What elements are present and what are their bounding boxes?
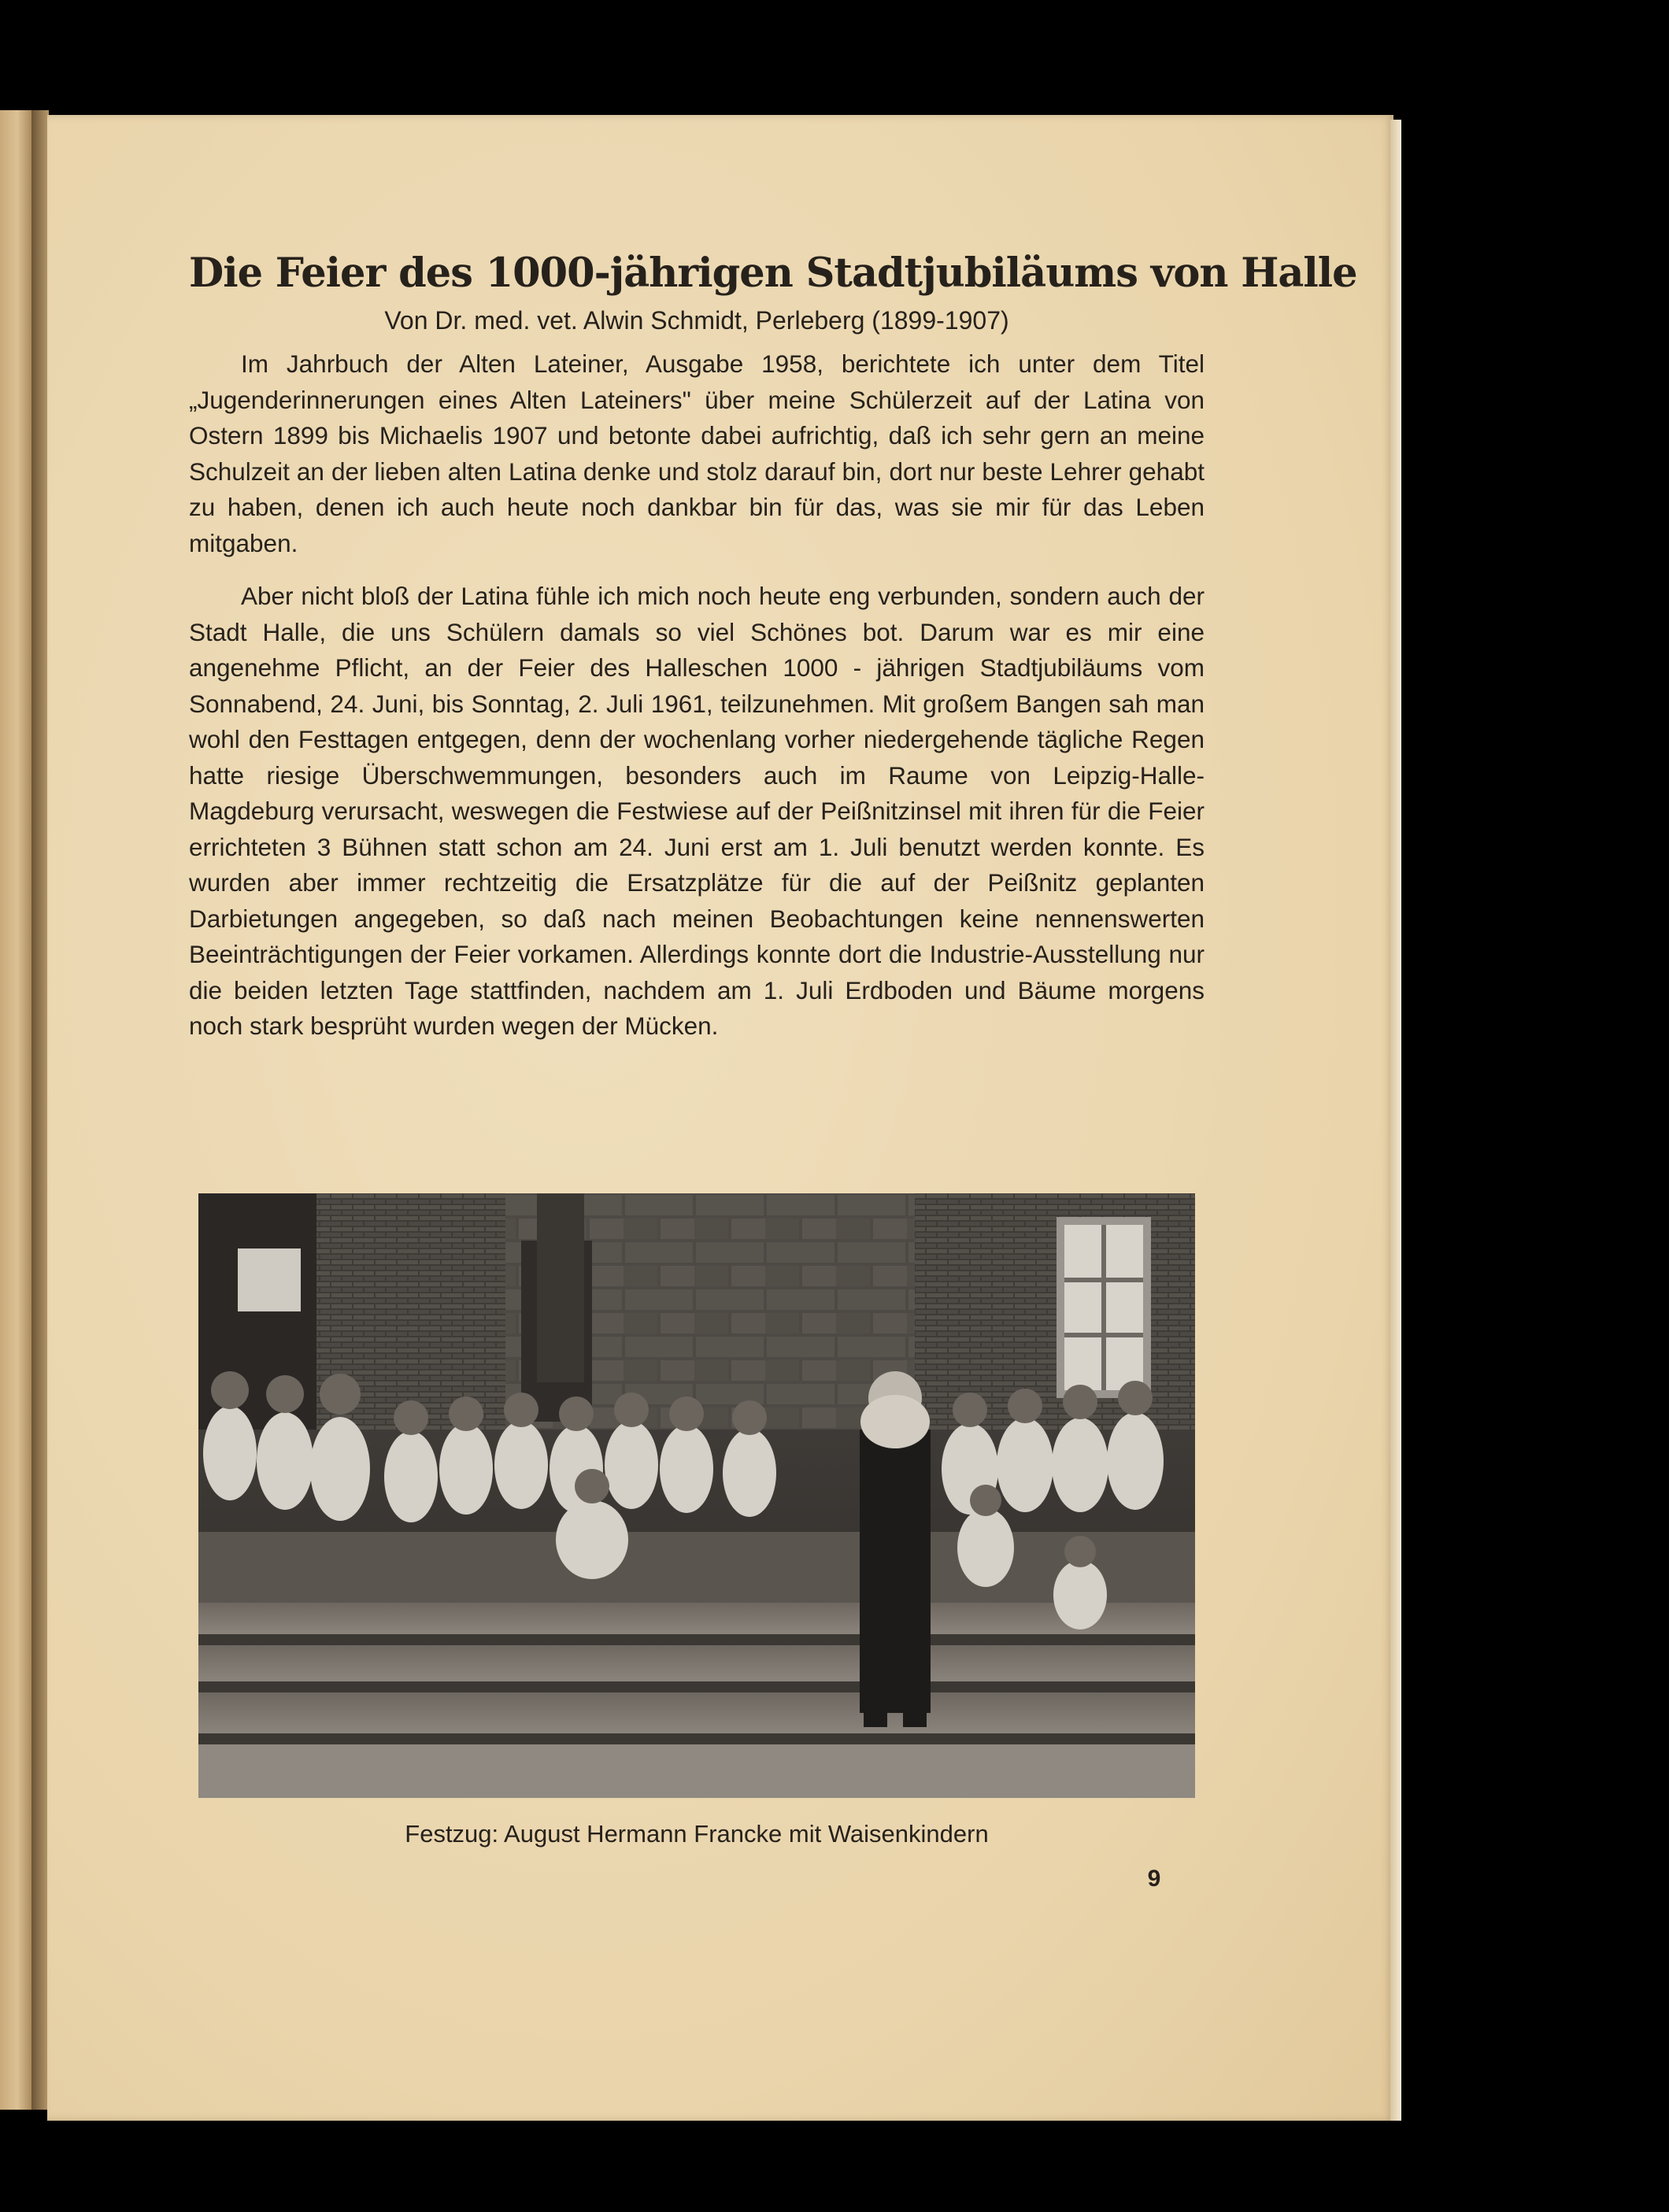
facing-page-edge bbox=[0, 110, 31, 2110]
page-number: 9 bbox=[1147, 1866, 1161, 1892]
paragraph-2: Aber nicht bloß der Latina fühle ich mich noch heute eng verbunden, sondern auch der Stadt Halle, die uns Schülern damals so viel Schönes bot. Darum war es mir eine angenehme Pflicht, an der Feier des Halleschen 1000 - jährigen Stadtjubiläums vom Sonnabend, 24. Juni, bis Sonntag, 2. Juli 1961, teilzunehmen. Mit großem Bangen sah man wohl den Festtagen entgegen, denn der wochenlang vorher niedergehende tägliche Regen hatte riesige Überschwemmungen, besonders auch im Raume von Leipzig-Halle-Magdeburg verursacht, weswegen die Festwiese auf der Peißnitzinsel mit ihren für die Feier errichteten 3 Bühnen statt schon am 24. Juni erst am 1. Juli benutzt werden konnte. Es wurden aber immer rechtzeitig die Ersatzplätze für die auf der Peißnitz geplanten Darbietungen angegeben, so daß nach meinen Beobachtungen keine nennenswerten Beeinträchtigungen der Feier vorkamen. Allerdings konnte dort die Industrie-Ausstellung nur die beiden letzten Tage stattfinden, nachdem am 1. Juli Erdboden und Bäume morgens noch stark besprüht wurden wegen der Mücken. bbox=[189, 582, 1205, 1040]
photo-illustration bbox=[198, 1193, 1195, 1798]
photo-caption: Festzug: August Hermann Francke mit Waisenkindern bbox=[405, 1820, 989, 1848]
article-title: Die Feier des 1000-jährigen Stadtjubiläums von Halle bbox=[189, 250, 1357, 297]
paragraph-1: Im Jahrbuch der Alten Lateiner, Ausgabe 1958, berichtete ich unter dem Titel „Jugenderinnerungen eines Alten Lateiners" über meine Schülerzeit auf der Latina von Ostern 1899 bis Michaelis 1907 und betonte dabei aufrichtig, daß ich sehr gern an meine Schulzeit an der lieben alten Latina denke und stolz darauf bin, dort nur beste Lehrer gehabt zu haben, denen ich auch heute noch dankbar bin für das, was sie mir für das Leben mitgaben. bbox=[189, 350, 1205, 557]
book-gutter bbox=[31, 110, 49, 2110]
article-byline: Von Dr. med. vet. Alwin Schmidt, Perleberg (1899-1907) bbox=[384, 306, 1009, 335]
photo bbox=[198, 1193, 1195, 1798]
article bbox=[189, 249, 1357, 1045]
page-edge bbox=[1390, 120, 1401, 2121]
